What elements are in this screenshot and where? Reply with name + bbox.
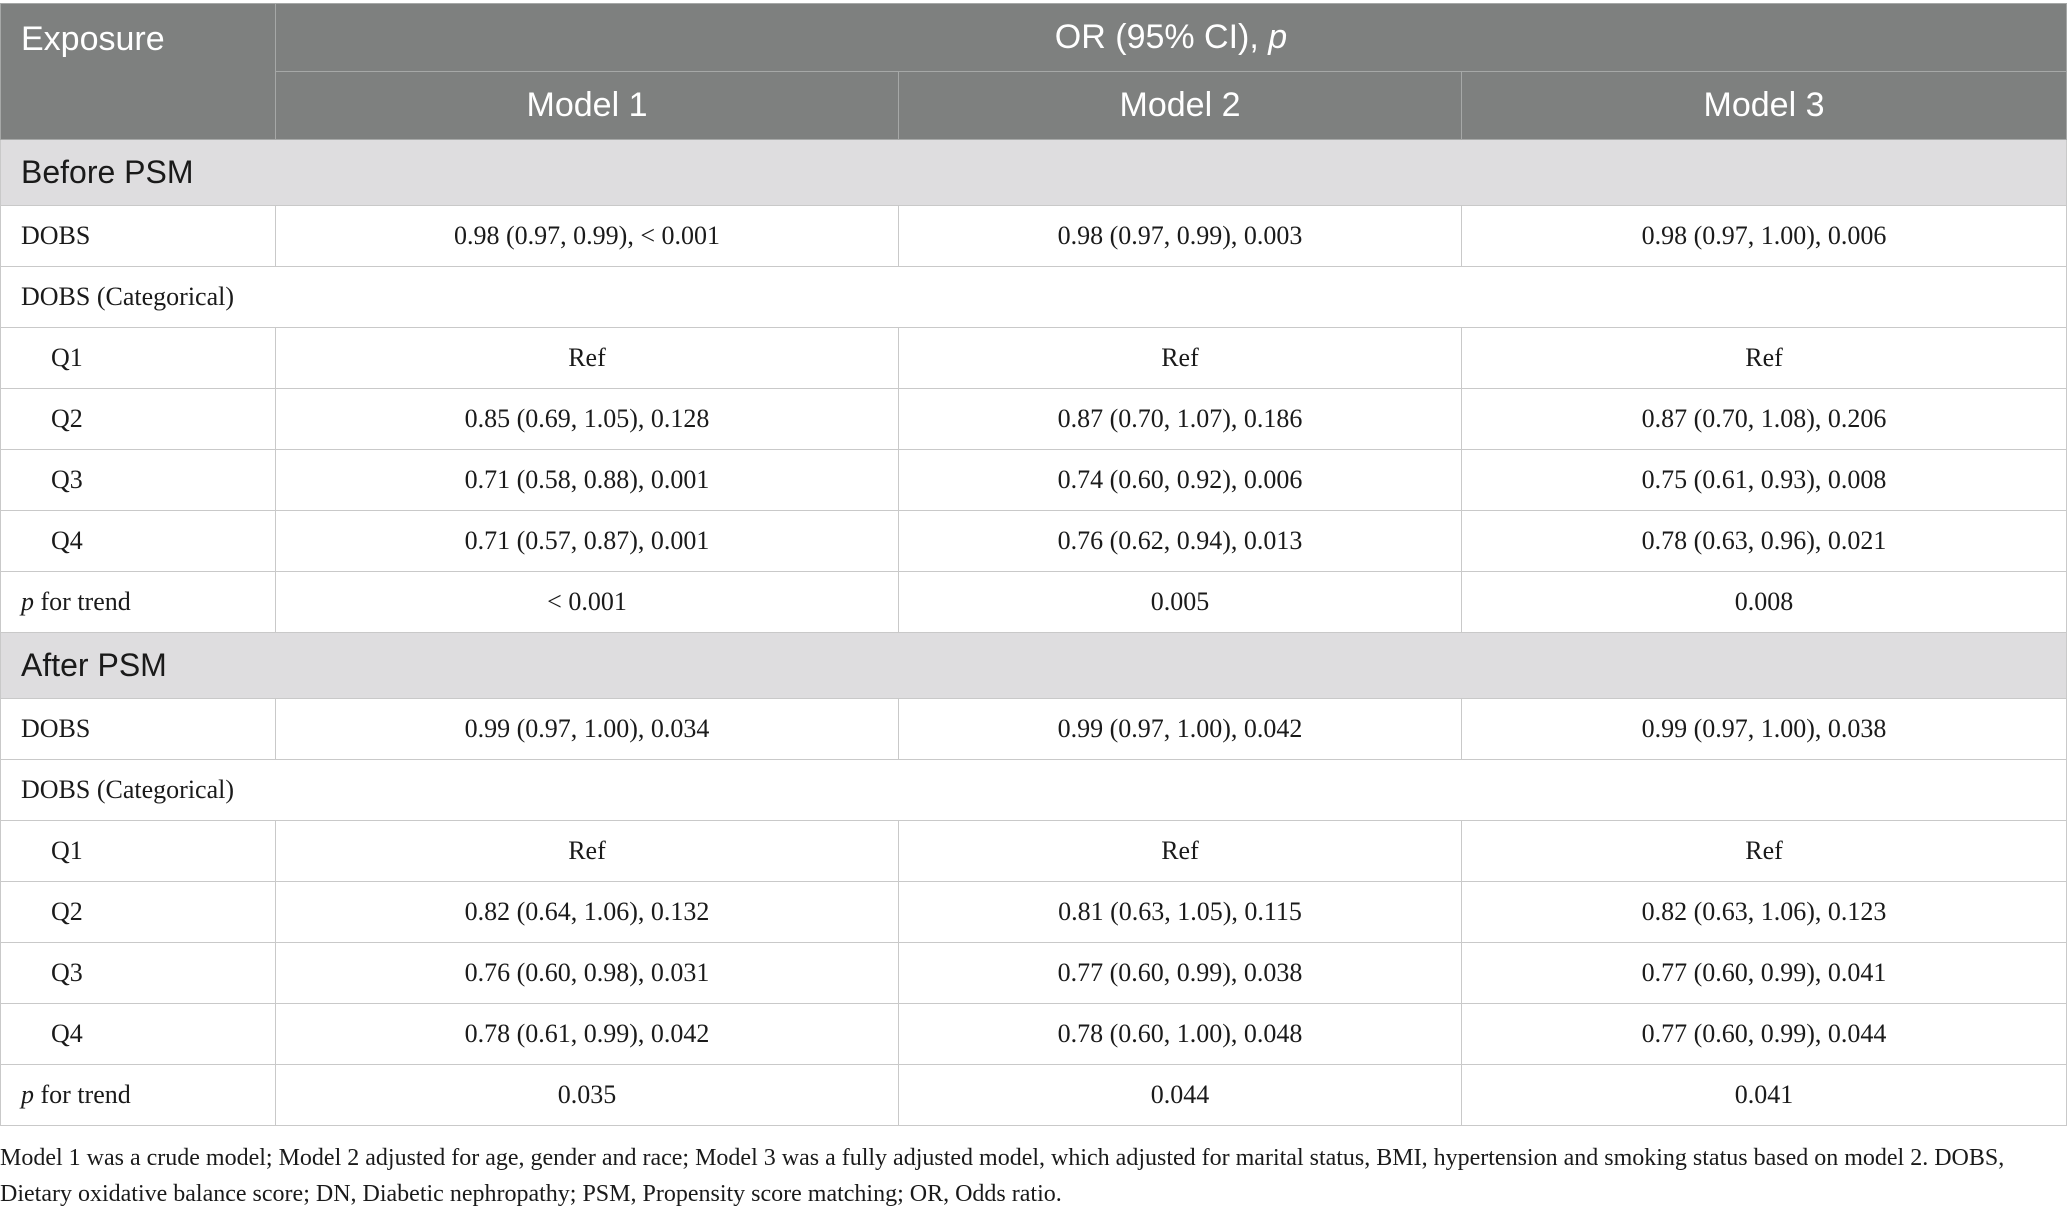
table-row	[1, 1065, 2067, 1126]
table-row	[1, 450, 2067, 511]
table-cell: 0.82 (0.63, 1.06), 0.123	[1462, 882, 2067, 943]
row-label: Q1	[1, 821, 276, 882]
results-table	[0, 3, 2067, 1126]
row-label	[1, 1065, 276, 1126]
table-cell: Ref	[899, 821, 1462, 882]
table-cell: 0.041	[1462, 1065, 2067, 1126]
section-title: Before PSM	[1, 140, 2067, 206]
row-label: DOBS	[1, 699, 276, 760]
table-row	[1, 267, 2067, 328]
p-italic: p	[21, 587, 34, 616]
table-row	[1, 206, 2067, 267]
table-cell: 0.008	[1462, 572, 2067, 633]
table-cell: 0.74 (0.60, 0.92), 0.006	[899, 450, 1462, 511]
table-row	[1, 1004, 2067, 1065]
row-label: Q3	[1, 943, 276, 1004]
model-2-header: Model 2	[899, 72, 1462, 140]
or-group-header	[276, 4, 2067, 72]
table-cell: 0.005	[899, 572, 1462, 633]
table-row	[1, 943, 2067, 1004]
table-cell: 0.78 (0.60, 1.00), 0.048	[899, 1004, 1462, 1065]
table-cell: 0.98 (0.97, 0.99), < 0.001	[276, 206, 899, 267]
table-cell: 0.77 (0.60, 0.99), 0.044	[1462, 1004, 2067, 1065]
section-row-before-psm	[1, 140, 2067, 206]
or-group-header-p: p	[1268, 18, 1288, 56]
table-cell: 0.75 (0.61, 0.93), 0.008	[1462, 450, 2067, 511]
table-cell: Ref	[276, 821, 899, 882]
table-header	[1, 4, 2067, 140]
row-label: DOBS	[1, 206, 276, 267]
table-cell: 0.044	[899, 1065, 1462, 1126]
row-label: Q3	[1, 450, 276, 511]
table-cell: 0.98 (0.97, 1.00), 0.006	[1462, 206, 2067, 267]
table-cell: 0.77 (0.60, 0.99), 0.038	[899, 943, 1462, 1004]
table-cell: 0.99 (0.97, 1.00), 0.034	[276, 699, 899, 760]
row-label: Q4	[1, 1004, 276, 1065]
table-cell: 0.78 (0.63, 0.96), 0.021	[1462, 511, 2067, 572]
table-row	[1, 760, 2067, 821]
row-label: Q1	[1, 328, 276, 389]
section-title: After PSM	[1, 633, 2067, 699]
table-row	[1, 821, 2067, 882]
row-label: DOBS (Categorical)	[1, 760, 2067, 821]
p-italic: p	[21, 1080, 34, 1109]
trend-label: for trend	[34, 587, 131, 616]
table-cell: < 0.001	[276, 572, 899, 633]
table-row	[1, 882, 2067, 943]
table-cell: Ref	[276, 328, 899, 389]
table-cell: Ref	[1462, 821, 2067, 882]
table-cell: 0.035	[276, 1065, 899, 1126]
row-label: DOBS (Categorical)	[1, 267, 2067, 328]
table-cell: 0.87 (0.70, 1.07), 0.186	[899, 389, 1462, 450]
table-cell: 0.98 (0.97, 0.99), 0.003	[899, 206, 1462, 267]
table-row	[1, 572, 2067, 633]
row-label: Q2	[1, 882, 276, 943]
results-table-container	[0, 3, 2066, 1126]
table-cell: 0.76 (0.62, 0.94), 0.013	[899, 511, 1462, 572]
table-row	[1, 699, 2067, 760]
row-label	[1, 572, 276, 633]
table-footnote: Model 1 was a crude model; Model 2 adjusted for age, gender and race; Model 3 was a fully adjusted model, which adjusted for marital status, BMI, hypertension and smoking status based on model 2. DOBS, Dietary oxidative balance score; DN, Diabetic nephropathy; PSM, Propensity score matching; OR, Odds ratio.	[0, 1145, 2005, 1207]
table-cell: 0.87 (0.70, 1.08), 0.206	[1462, 389, 2067, 450]
section-row-after-psm	[1, 633, 2067, 699]
table-cell: Ref	[899, 328, 1462, 389]
table-cell: 0.71 (0.57, 0.87), 0.001	[276, 511, 899, 572]
table-cell: 0.82 (0.64, 1.06), 0.132	[276, 882, 899, 943]
table-body	[1, 140, 2067, 1126]
table-cell: 0.85 (0.69, 1.05), 0.128	[276, 389, 899, 450]
table-cell: 0.99 (0.97, 1.00), 0.038	[1462, 699, 2067, 760]
trend-label: for trend	[34, 1080, 131, 1109]
row-label: Q4	[1, 511, 276, 572]
table-cell: 0.81 (0.63, 1.05), 0.115	[899, 882, 1462, 943]
or-group-header-text: OR (95% CI),	[1054, 18, 1269, 56]
model-1-header: Model 1	[276, 72, 899, 140]
table-cell: 0.99 (0.97, 1.00), 0.042	[899, 699, 1462, 760]
table-cell: 0.77 (0.60, 0.99), 0.041	[1462, 943, 2067, 1004]
model-3-header: Model 3	[1462, 72, 2067, 140]
table-cell: 0.76 (0.60, 0.98), 0.031	[276, 943, 899, 1004]
row-label: Q2	[1, 389, 276, 450]
table-cell: 0.71 (0.58, 0.88), 0.001	[276, 450, 899, 511]
table-row	[1, 389, 2067, 450]
exposure-header: Exposure	[1, 4, 276, 140]
table-row	[1, 511, 2067, 572]
table-cell: 0.78 (0.61, 0.99), 0.042	[276, 1004, 899, 1065]
table-cell: Ref	[1462, 328, 2067, 389]
table-row	[1, 328, 2067, 389]
